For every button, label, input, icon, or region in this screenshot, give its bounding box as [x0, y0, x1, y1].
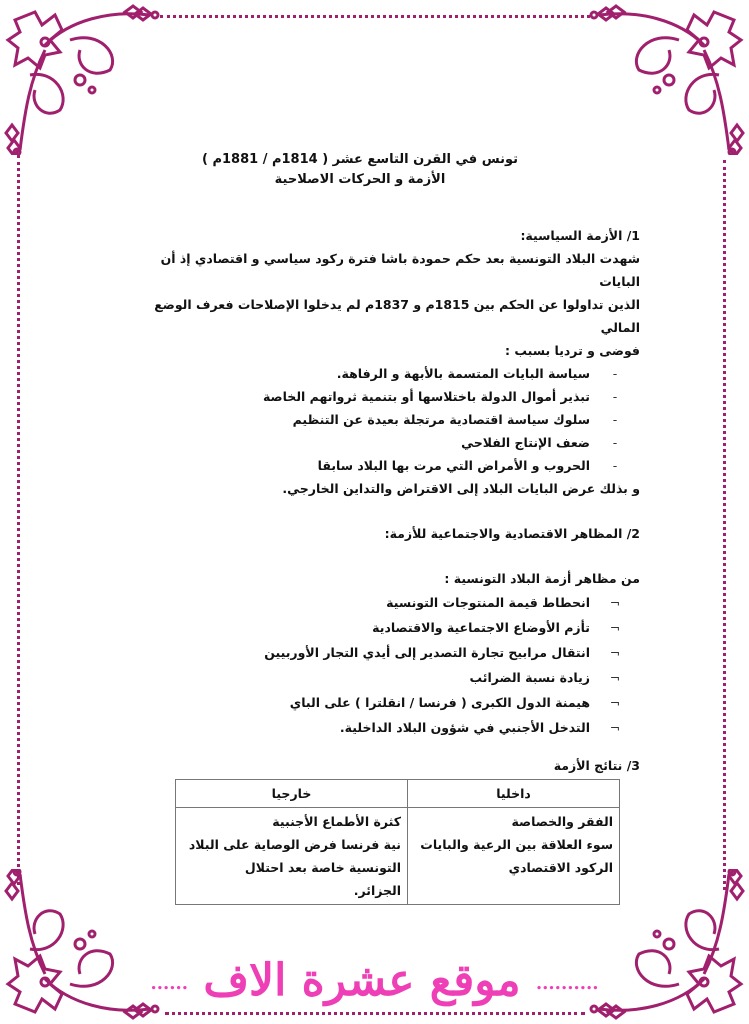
not-sign-bullet-icon: ¬ — [609, 720, 621, 735]
dash-bullet-icon: - — [612, 435, 618, 450]
watermark-dots-left: ...... — [150, 973, 189, 994]
list-item: ¬ هيمنة الدول الكبرى ( فرنسا / انقلترا ) على الباي — [120, 690, 640, 715]
list-item: ¬ تأزم الأوضاع الاجتماعية والاقتصادية — [120, 615, 640, 640]
title-line-2: الأزمة و الحركات الاصلاحية — [274, 172, 446, 187]
list-item: - ضعف الإنتاج الفلاحي — [120, 431, 640, 454]
frame-top-dotted-border — [160, 15, 590, 18]
list-item: - سلوك سياسة اقتصادية مرتجلة بعيدة عن التنظيم — [120, 408, 640, 431]
dash-bullet-icon: - — [612, 458, 618, 473]
page-title — [120, 150, 640, 190]
table-row — [176, 808, 620, 905]
list-item: ¬ انتقال مرابيح تجارة التصدير إلى أيدي التجار الأوربيين — [120, 640, 640, 665]
watermark-text: موقع عشرة الاف — [203, 955, 521, 1006]
watermark-dots-right: .......... — [535, 973, 599, 994]
internal-results-cell: الفقر والخصاصة سوء العلاقة بين الرعية والبايات الركود الاقتصادي — [408, 808, 620, 905]
list-item: - سياسة البايات المتسمة بالأبهة و الرفاهة. — [120, 362, 640, 385]
table-header-internal: داخليا — [408, 780, 620, 808]
paragraph-line: الذين تداولوا عن الحكم بين 1815م و 1837م لم يدخلوا الإصلاحات فعرف الوضع المالي — [154, 297, 640, 335]
not-sign-bullet-icon: ¬ — [609, 595, 621, 610]
external-results-cell: كثرة الأطماع الأجنبية نية فرنسا فرض الوصاية على البلاد التونسية خاصة بعد احتلال الجزائر. — [176, 808, 408, 905]
floral-corner-ornament-icon — [0, 0, 160, 155]
section-2-intro: من مظاهر أزمة البلاد التونسية : — [444, 571, 640, 586]
paragraph-line: فوضى و ترديا بسبب : — [505, 343, 640, 358]
not-sign-bullet-icon: ¬ — [609, 620, 621, 635]
frame-right-dotted-border — [723, 160, 726, 890]
causes-list — [120, 362, 640, 477]
crisis-results-table — [175, 779, 620, 905]
list-item: - الحروب و الأمراض التي مرت بها البلاد سابقا — [120, 454, 640, 477]
section-1-conclusion: و بذلك عرض البايات البلاد إلى الاقتراض والتداين الخارجي. — [282, 481, 640, 496]
section-1-heading: 1/ الأزمة السياسية: — [520, 228, 640, 243]
dash-bullet-icon: - — [612, 389, 618, 404]
table-header-external: خارجيا — [176, 780, 408, 808]
list-item: ¬ انحطاط قيمة المنتوجات التونسية — [120, 590, 640, 615]
lesson-document — [120, 150, 640, 905]
list-item: ¬ التدخل الأجنبي في شؤون البلاد الداخلية. — [120, 715, 640, 740]
paragraph-line: شهدت البلاد التونسية بعد حكم حمودة باشا فترة ركود سياسي و اقتصادي إذ أن البايات — [160, 251, 640, 289]
list-item: - تبذير أموال الدولة باختلاسها أو بتنمية ثرواتهم الخاصة — [120, 385, 640, 408]
section-2-heading: 2/ المظاهر الاقتصادية والاجتماعية للأزمة: — [384, 526, 640, 541]
not-sign-bullet-icon: ¬ — [609, 695, 621, 710]
dash-bullet-icon: - — [612, 412, 618, 427]
frame-bottom-dotted-border — [165, 1012, 585, 1015]
not-sign-bullet-icon: ¬ — [609, 670, 621, 685]
symptoms-list — [120, 590, 640, 740]
frame-left-dotted-border — [17, 155, 20, 885]
not-sign-bullet-icon: ¬ — [609, 645, 621, 660]
dash-bullet-icon: - — [612, 366, 618, 381]
section-3-heading: 3/ نتائج الأزمة — [553, 758, 640, 773]
floral-corner-ornament-icon — [589, 0, 749, 155]
section-1-paragraph — [120, 247, 640, 362]
title-line-1: تونس في القرن التاسع عشر ( 1814م / 1881م ) — [201, 152, 519, 167]
list-item: ¬ زيادة نسبة الضرائب — [120, 665, 640, 690]
site-watermark — [0, 955, 749, 1006]
